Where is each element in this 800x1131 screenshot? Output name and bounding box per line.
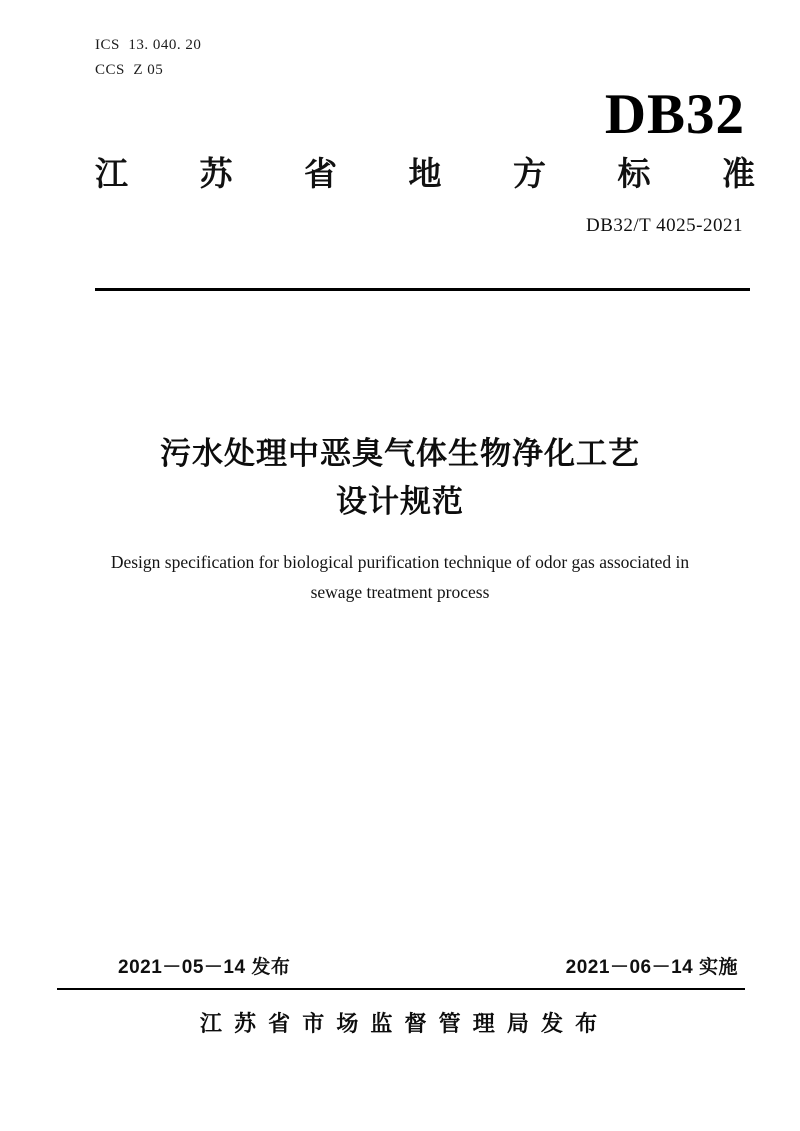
page-title-english: [90, 547, 710, 607]
issue-date: 2021－05－14 发布: [118, 957, 291, 978]
ics-code: ICS 13. 040. 20: [95, 37, 202, 53]
issuing-authority: 江 苏 省 市 场 监 督 管 理 局 发 布: [199, 1011, 601, 1036]
title-en-line2: sewage treatment process: [310, 582, 490, 602]
standard-mark-db32: DB32: [604, 83, 745, 146]
ccs-code: CCS Z 05: [95, 62, 164, 78]
title-cn-line2: 设计规范: [336, 484, 464, 519]
footer-divider: [57, 988, 745, 990]
effective-date: 2021－06－14 实施: [565, 957, 738, 978]
province-char-0: 江: [95, 155, 128, 192]
title-cn-line1: 污水处理中恶臭气体生物净化工艺: [160, 436, 640, 471]
province-char-2: 省: [304, 155, 337, 192]
province-char-5: 标: [617, 155, 651, 192]
province-char-6: 准: [722, 155, 755, 192]
header-divider: [95, 288, 750, 291]
province-char-3: 地: [408, 155, 442, 192]
province-standard-title: [95, 148, 755, 195]
province-char-4: 方: [513, 155, 546, 192]
province-char-1: 苏: [199, 155, 233, 192]
page-title-chinese: [0, 430, 800, 526]
classification-codes: [95, 33, 201, 83]
title-en-line1: Design specification for biological purification technique of odor gas associated in: [110, 552, 690, 572]
standard-number: DB32/T 4025-2021: [585, 215, 743, 236]
